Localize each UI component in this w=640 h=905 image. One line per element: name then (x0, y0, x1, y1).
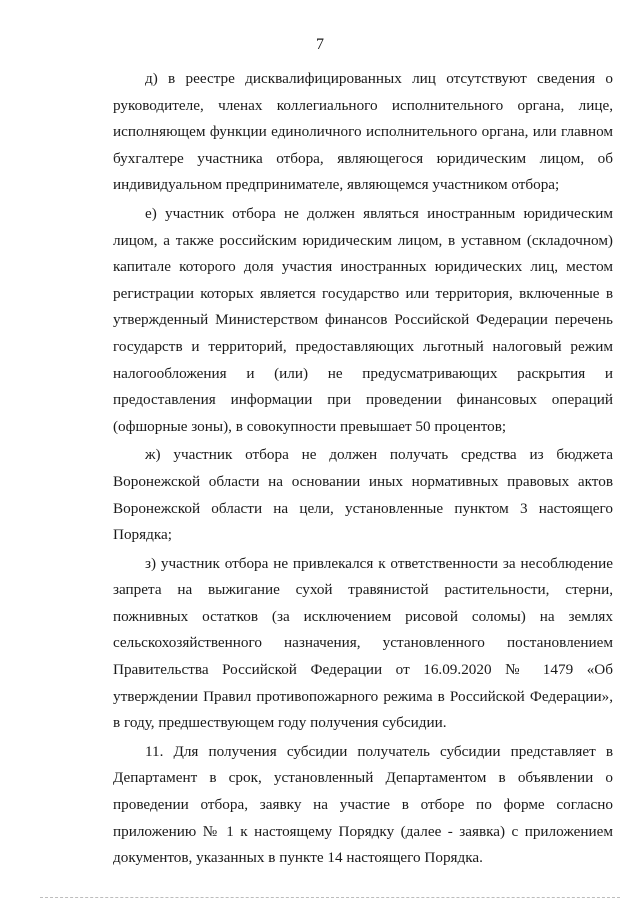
document-body (113, 66, 613, 874)
page-bottom-edge (40, 897, 620, 898)
paragraph-11: 11. Для получения субсидии получатель субсидии представляет в Департамент в срок, установленный Департаментом в объявлении о проведении отбора, заявку на участие в отборе по форме согласно приложению № 1 к настоящему Порядку (далее - заявка) с приложением документов, указанных в пункте 14 настоящего Порядка. (113, 742, 613, 867)
page-number: 7 (316, 36, 324, 53)
paragraph-e: е) участник отбора не должен являться иностранным юридическим лицом, а также российским юридическим лицом, в уставном (складочном) капитале которого доля участия иностранных юридических лиц, местом регистрации которых является государство или территория, включенные в утвержденный Министерством финансов Российской Федерации перечень государств и территорий, предоставляющих льготный налоговый режим налогообложения и (или) не предусматривающих раскрытия и предоставления информации при проведении финансовых операций (офшорные зоны), в совокупности превышает 50 процентов; (113, 204, 613, 435)
paragraph-zh: ж) участник отбора не должен получать средства из бюджета Воронежской области на основании иных нормативных правовых актов Воронежской области на цели, установленные пунктом 3 настоящего Порядка; (113, 446, 613, 544)
paragraph-z: з) участник отбора не привлекался к ответственности за несоблюдение запрета на выжигание сухой травянистой растительности, стерни, пожнивных остатков (за исключением рисовой соломы) на землях сельскохозяйственного назначения, установленного постановлением Правительства Российской Федерации от 16.09.2020 № 1479 «Об утверждении Правил противопожарного режима в Российской Федерации», в году, предшествующем году получения субсидии. (113, 554, 613, 732)
paragraph-d: д) в реестре дисквалифицированных лиц отсутствуют сведения о руководителе, членах коллегиального исполнительного органа, лице, исполняющем функции единоличного исполнительного органа, или главном бухгалтере участника отбора, являющегося юридическим лицом, об индивидуальном предпринимателе, являющемся участником отбора; (113, 70, 613, 194)
